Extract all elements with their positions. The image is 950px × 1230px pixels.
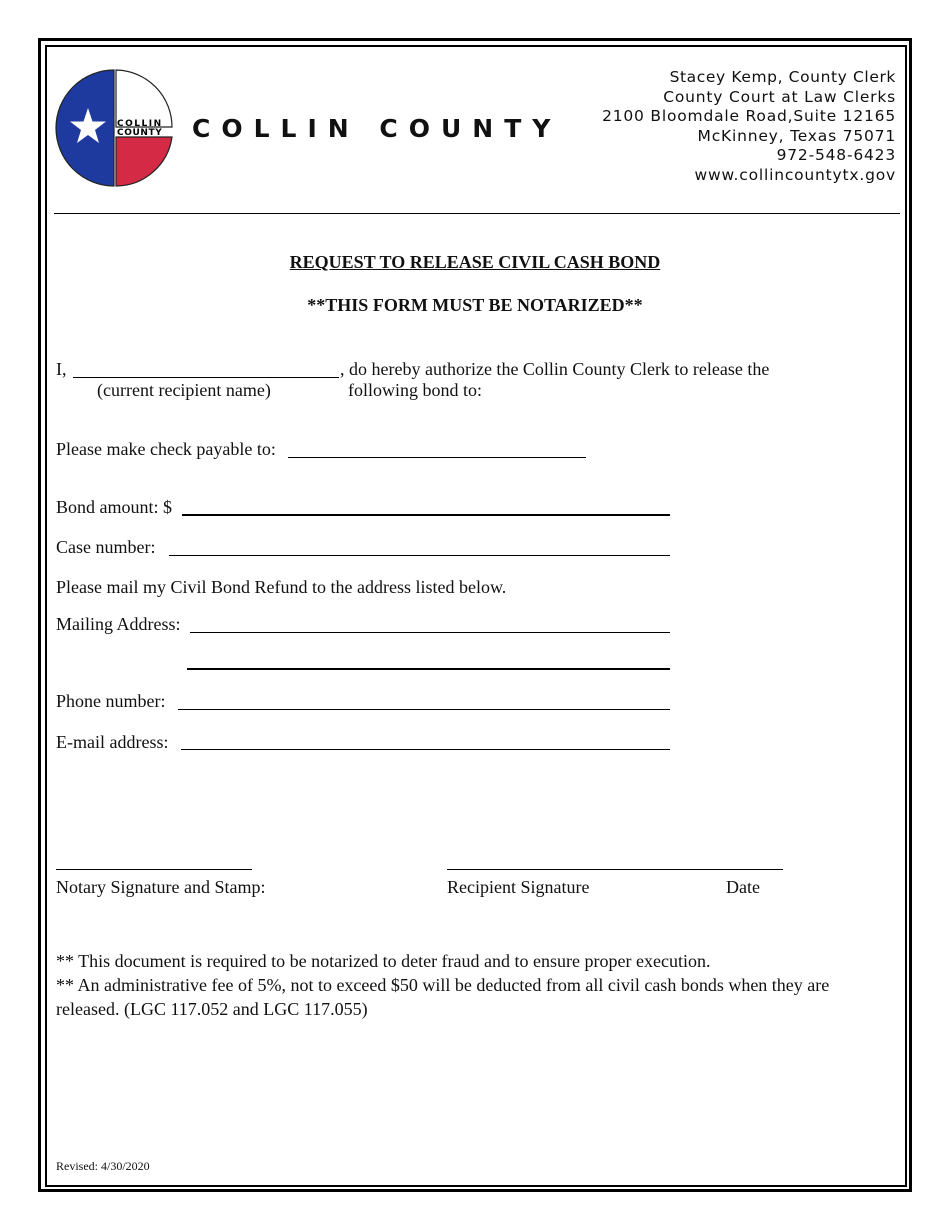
header-divider (54, 213, 900, 214)
case-number-label: Case number: (56, 537, 156, 557)
notary-label: Notary Signature and Stamp: (56, 877, 266, 897)
clerk-office: County Court at Law Clerks (663, 87, 896, 106)
recipient-signature-field[interactable] (447, 869, 783, 870)
clerk-city: McKinney, Texas 75071 (697, 126, 896, 145)
mailing-address-field-1[interactable] (190, 632, 670, 633)
logo-text-county: COUNTY (117, 128, 163, 138)
clerk-website[interactable]: www.collincountytx.gov (694, 165, 896, 184)
form-title: REQUEST TO RELEASE CIVIL CASH BOND (289, 252, 661, 272)
mailing-address-label: Mailing Address: (56, 614, 181, 634)
revised-date: Revised: 4/30/2020 (56, 1159, 150, 1173)
recipient-caption: (current recipient name) (97, 380, 271, 400)
authorize-text-continued: following bond to: (348, 380, 482, 400)
county-name: COLLIN COUNTY (192, 114, 562, 143)
note-notarize: ** This document is required to be notarized to deter fraud and to ensure proper execution. (56, 951, 711, 971)
phone-field[interactable] (178, 709, 670, 710)
recipient-name-field[interactable] (73, 377, 339, 378)
logo-red-quarter (116, 137, 172, 186)
logo-text-collin: COLLIN (117, 119, 163, 129)
clerk-name: Stacey Kemp, County Clerk (669, 68, 896, 86)
collin-county-logo (55, 69, 173, 189)
payable-field[interactable] (288, 457, 586, 458)
notary-signature-field[interactable] (56, 869, 252, 870)
phone-label: Phone number: (56, 691, 166, 711)
email-field[interactable] (181, 749, 670, 750)
payable-label: Please make check payable to: (56, 439, 276, 459)
clerk-phone: 972-548-6423 (776, 146, 896, 165)
authorize-prefix: I, (56, 359, 67, 379)
clerk-address-block (602, 68, 896, 186)
clerk-street: 2100 Bloomdale Road,Suite 12165 (602, 107, 896, 126)
note-fee: ** An administrative fee of 5%, not to exceed $50 will be deducted from all civil cash bonds when they are (56, 975, 830, 995)
mail-instruction: Please mail my Civil Bond Refund to the address listed below. (56, 577, 507, 597)
recipient-signature-label: Recipient Signature (447, 877, 590, 897)
note-fee-continued: released. (LGC 117.052 and LGC 117.055) (56, 999, 368, 1019)
date-label: Date (726, 877, 760, 897)
mailing-address-field-2[interactable] (187, 668, 670, 670)
notarize-notice: **THIS FORM MUST BE NOTARIZED** (307, 295, 643, 315)
bond-amount-field[interactable] (182, 514, 670, 516)
bond-amount-label: Bond amount: $ (56, 497, 172, 517)
case-number-field[interactable] (169, 555, 670, 556)
authorize-text: , do hereby authorize the Collin County Clerk to release the (340, 359, 770, 379)
email-label: E-mail address: (56, 732, 169, 752)
